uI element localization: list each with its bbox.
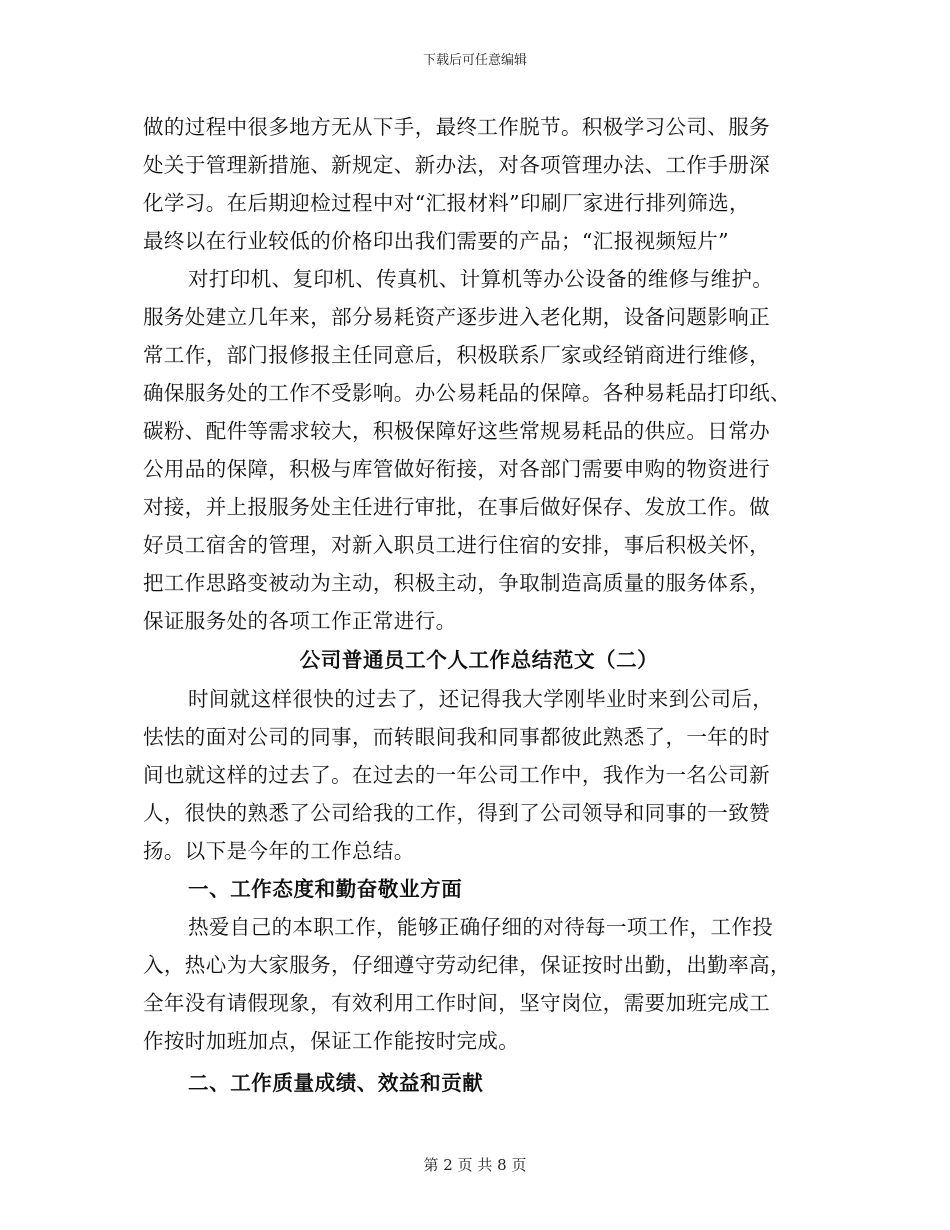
text-line: 扬。以下是今年的工作总结。	[143, 839, 415, 863]
text-line: 全年没有请假现象，有效利用工作时间，坚守岗位，需要加班完成工	[143, 991, 770, 1015]
text-line: 对打印机、复印机、传真机、计算机等办公设备的维修与维护。	[188, 267, 774, 291]
page-header: 下载后可任意编辑	[422, 53, 527, 68]
text-line: 保证服务处的各项工作正常进行。	[143, 609, 457, 633]
text-line: 确保服务处的工作不受影响。办公易耗品的保障。各种易耗品打印纸、	[143, 381, 791, 405]
text-line: 碳粉、配件等需求较大，积极保障好这些常规易耗品的供应。日常办	[143, 419, 770, 443]
text-line: 热爱自己的本职工作，能够正确仔细的对待每一项工作，工作投	[188, 915, 774, 939]
text-line: 时间就这样很快的过去了，还记得我大学刚毕业时来到公司后，	[188, 687, 774, 711]
heading-work-quality: 二、工作质量成绩、效益和贡献	[188, 1071, 484, 1095]
text-line: 把工作思路变被动为主动，积极主动，争取制造高质量的服务体系，	[143, 571, 770, 595]
text-line: 最终以在行业较低的价格印出我们需要的产品；“汇报视频短片”	[143, 229, 730, 253]
text-line: 化学习。在后期迎检过程中对“汇报材料”印刷厂家进行排列筛选，	[143, 191, 750, 215]
text-line: 人，很快的熟悉了公司给我的工作，得到了公司领导和同事的一致赞	[143, 801, 770, 825]
paragraph-2	[143, 260, 815, 640]
text-line: 公用品的保障，积极与库管做好衔接，对各部门需要申购的物资进行	[143, 457, 770, 481]
text-line: 服务处建立几年来，部分易耗资产逐步进入老化期，设备问题影响正	[143, 305, 770, 329]
section-title: 公司普通员工个人工作总结范文（二）	[299, 648, 659, 672]
paragraph-1	[143, 108, 815, 260]
text-line: 间也就这样的过去了。在过去的一年公司工作中，我作为一名公司新	[143, 763, 770, 787]
document-body	[143, 108, 815, 1102]
text-line: 处关于管理新措施、新规定、新办法，对各项管理办法、工作手册深	[143, 153, 770, 177]
paragraph-4	[143, 908, 815, 1060]
text-line: 对接，并上报服务处主任进行审批，在事后做好保存、发放工作。做	[143, 495, 770, 519]
text-line: 入，热心为大家服务，仔细遵守劳动纪律，保证按时出勤，出勤率高，	[143, 953, 791, 977]
text-line: 好员工宿舍的管理，对新入职员工进行住宿的安排，事后积极关怀，	[143, 533, 770, 557]
text-line: 常工作，部门报修报主任同意后，积极联系厂家或经销商进行维修，	[143, 343, 770, 367]
heading-work-attitude: 一、工作态度和勤奋敬业方面	[188, 877, 463, 901]
text-line: 做的过程中很多地方无从下手，最终工作脱节。积极学习公司、服务	[143, 115, 770, 139]
text-line: 作按时加班加点，保证工作能按时完成。	[143, 1029, 520, 1053]
paragraph-3	[143, 680, 815, 870]
text-line: 怯怯的面对公司的同事，而转眼间我和同事都彼此熟悉了，一年的时	[143, 725, 770, 749]
page-footer: 第 2 页 共 8 页	[423, 1156, 527, 1174]
